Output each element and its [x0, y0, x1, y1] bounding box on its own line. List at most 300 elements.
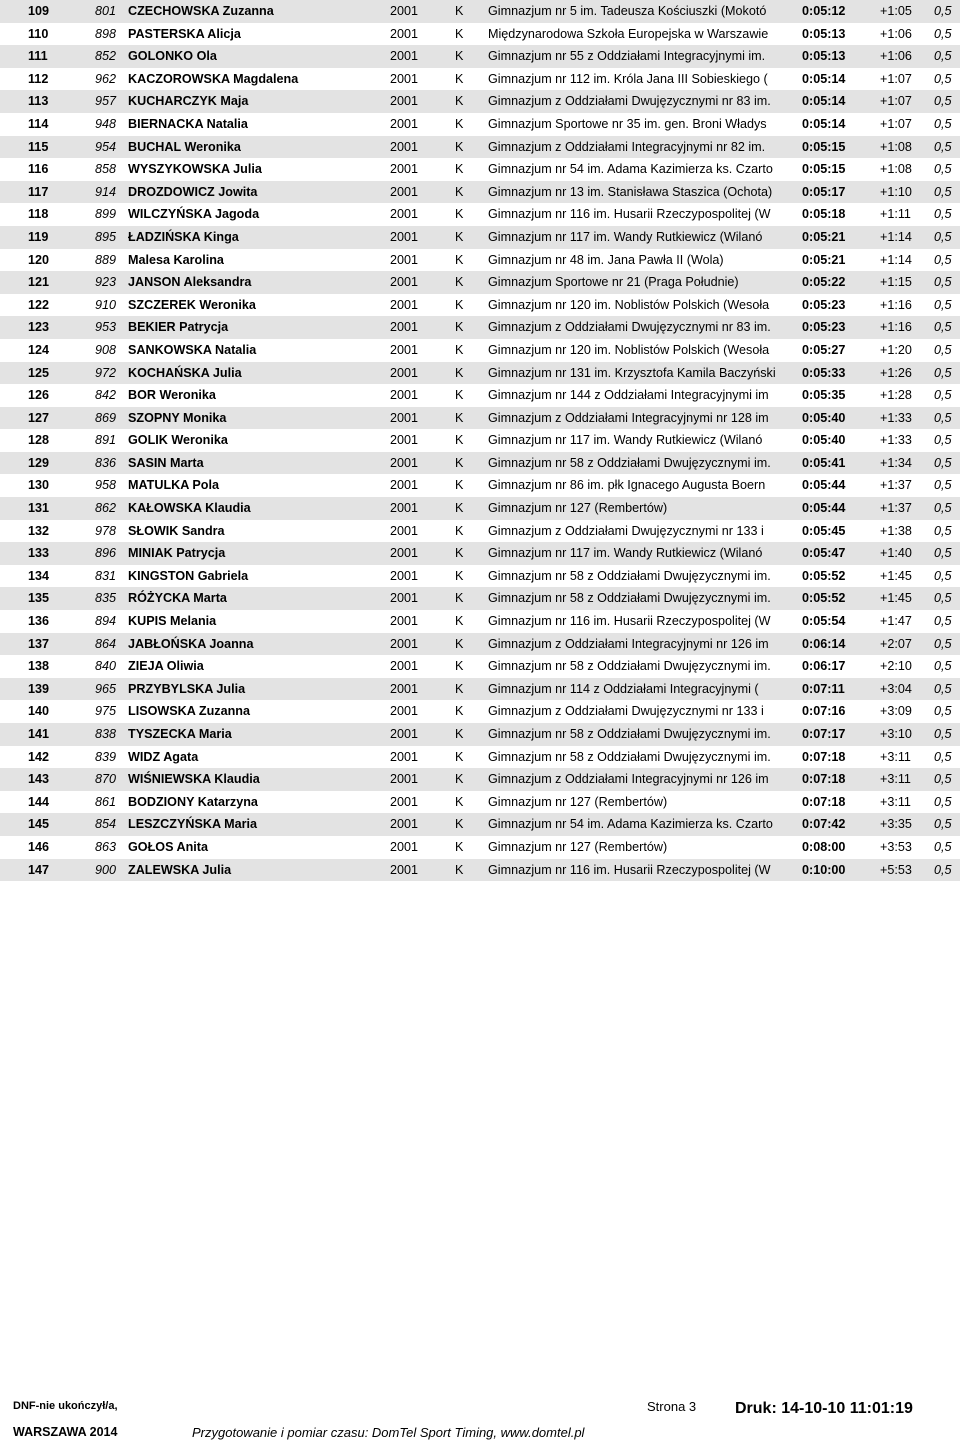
time-cell: 0:05:21	[802, 252, 846, 267]
name-cell: CZECHOWSKA Zuzanna	[128, 4, 274, 18]
points-cell: 0,5	[934, 252, 952, 267]
gap-cell: +2:10	[880, 659, 912, 674]
event-name: WARSZAWA 2014	[13, 1425, 118, 1439]
year-cell: 2001	[390, 184, 419, 199]
place-cell: 130	[28, 478, 50, 493]
place-cell: 124	[28, 342, 50, 357]
bib-cell: 975	[95, 704, 117, 719]
time-cell: 0:05:54	[802, 614, 846, 629]
school-cell: Gimnazjum nr 58 z Oddziałami Dwujęzycznymi im.	[488, 591, 771, 606]
bib-cell: 839	[95, 749, 117, 764]
time-cell: 0:05:13	[802, 26, 846, 41]
points-cell: 0,5	[934, 839, 952, 854]
sex-cell: K	[455, 49, 464, 64]
place-cell: 118	[28, 207, 49, 222]
school-cell: Gimnazjum nr 144 z Oddziałami Integracyjnymi im	[488, 388, 769, 403]
year-cell: 2001	[390, 749, 419, 764]
year-cell: 2001	[390, 636, 419, 651]
points-cell: 0,5	[934, 139, 952, 154]
sex-cell: K	[455, 116, 464, 131]
place-cell: 143	[28, 772, 50, 787]
school-cell: Gimnazjum nr 127 (Rembertów)	[488, 501, 668, 516]
bib-cell: 831	[95, 568, 117, 583]
time-cell: 0:05:22	[802, 275, 846, 290]
year-cell: 2001	[390, 49, 419, 64]
points-cell: 0,5	[934, 636, 952, 651]
table-row	[0, 90, 960, 113]
year-cell: 2001	[390, 704, 419, 719]
points-cell: 0,5	[934, 184, 952, 199]
gap-cell: +1:08	[880, 139, 912, 154]
footer-legend: DNF-nie ukończył/a,	[13, 1400, 118, 1412]
table-row	[0, 136, 960, 159]
points-cell: 0,5	[934, 275, 952, 290]
school-cell: Gimnazjum nr 116 im. Husarii Rzeczypospolitej (W	[488, 862, 771, 877]
table-row	[0, 68, 960, 91]
points-cell: 0,5	[934, 546, 952, 561]
gap-cell: +1:06	[880, 49, 912, 64]
bib-cell: 908	[95, 342, 117, 357]
sex-cell: K	[455, 546, 464, 561]
school-cell: Gimnazjum nr 117 im. Wandy Rutkiewicz (Wilanó	[488, 433, 763, 448]
time-cell: 0:05:14	[802, 94, 846, 109]
year-cell: 2001	[390, 523, 419, 538]
place-cell: 127	[28, 410, 50, 425]
school-cell: Gimnazjum nr 58 z Oddziałami Dwujęzycznymi im.	[488, 749, 771, 764]
sex-cell: K	[455, 275, 464, 290]
year-cell: 2001	[390, 139, 419, 154]
bib-cell: 972	[95, 365, 117, 380]
points-cell: 0,5	[934, 297, 952, 312]
sex-cell: K	[455, 252, 464, 267]
table-row	[0, 226, 960, 249]
name-cell: LISOWSKA Zuzanna	[128, 704, 250, 719]
sex-cell: K	[455, 749, 464, 764]
place-cell: 138	[28, 659, 50, 674]
place-cell: 129	[28, 455, 50, 470]
place-cell: 141	[28, 727, 50, 741]
name-cell: ZIEJA Oliwia	[128, 659, 204, 674]
year-cell: 2001	[390, 568, 419, 583]
place-cell: 120	[28, 252, 50, 267]
points-cell: 0,5	[934, 614, 952, 629]
points-cell: 0,5	[934, 862, 952, 877]
table-row	[0, 316, 960, 339]
table-row	[0, 587, 960, 610]
time-cell: 0:05:45	[802, 523, 846, 538]
school-cell: Gimnazjum z Oddziałami Integracyjnymi nr 126 im	[488, 636, 769, 651]
sex-cell: K	[455, 207, 464, 222]
school-cell: Gimnazjum nr 55 z Oddziałami Integracyjnymi im.	[488, 49, 766, 64]
year-cell: 2001	[390, 116, 419, 131]
place-cell: 131	[28, 501, 50, 516]
school-cell: Gimnazjum nr 48 im. Jana Pawła II (Wola)	[488, 252, 724, 267]
school-cell: Gimnazjum nr 13 im. Stanisława Staszica (Ochota)	[488, 184, 773, 199]
time-cell: 0:07:18	[802, 749, 846, 764]
sex-cell: K	[455, 772, 464, 787]
bib-cell: 801	[95, 4, 117, 18]
year-cell: 2001	[390, 229, 419, 244]
table-row	[0, 294, 960, 317]
points-cell: 0,5	[934, 207, 952, 222]
bib-cell: 863	[95, 839, 117, 854]
sex-cell: K	[455, 4, 464, 18]
year-cell: 2001	[390, 320, 419, 335]
place-cell: 128	[28, 433, 50, 448]
year-cell: 2001	[390, 94, 419, 109]
place-cell: 111	[28, 49, 48, 64]
points-cell: 0,5	[934, 94, 952, 109]
table-row	[0, 0, 960, 23]
name-cell: GOLONKO Ola	[128, 49, 217, 64]
points-cell: 0,5	[934, 116, 952, 131]
gap-cell: +3:11	[880, 794, 911, 809]
points-cell: 0,5	[934, 455, 952, 470]
sex-cell: K	[455, 139, 464, 154]
points-cell: 0,5	[934, 320, 952, 335]
time-cell: 0:07:18	[802, 772, 846, 787]
gap-cell: +1:26	[880, 365, 912, 380]
gap-cell: +1:45	[880, 591, 912, 606]
year-cell: 2001	[390, 839, 419, 854]
bib-cell: 852	[95, 49, 117, 64]
bib-cell: 889	[95, 252, 117, 267]
table-row	[0, 474, 960, 497]
year-cell: 2001	[390, 71, 419, 86]
year-cell: 2001	[390, 659, 419, 674]
sex-cell: K	[455, 433, 464, 448]
table-row	[0, 859, 960, 882]
bib-cell: 900	[95, 862, 117, 877]
table-row	[0, 836, 960, 859]
year-cell: 2001	[390, 26, 419, 41]
place-cell: 126	[28, 388, 50, 403]
time-cell: 0:05:23	[802, 320, 846, 335]
gap-cell: +3:11	[880, 772, 911, 787]
year-cell: 2001	[390, 162, 419, 177]
year-cell: 2001	[390, 681, 419, 696]
school-cell: Gimnazjum Sportowe nr 35 im. gen. Broni Władys	[488, 116, 767, 131]
time-cell: 0:05:27	[802, 342, 846, 357]
time-cell: 0:07:11	[802, 681, 845, 696]
gap-cell: +3:09	[880, 704, 912, 719]
table-row	[0, 520, 960, 543]
points-cell: 0,5	[934, 49, 952, 64]
sex-cell: K	[455, 71, 464, 86]
sex-cell: K	[455, 681, 464, 696]
name-cell: KINGSTON Gabriela	[128, 568, 249, 583]
points-cell: 0,5	[934, 772, 952, 787]
school-cell: Gimnazjum nr 86 im. płk Ignacego Augusta Boern	[488, 478, 766, 493]
sex-cell: K	[455, 94, 464, 109]
time-cell: 0:05:18	[802, 207, 846, 222]
sex-cell: K	[455, 727, 464, 741]
name-cell: BODZIONY Katarzyna	[128, 794, 258, 809]
name-cell: SŁOWIK Sandra	[128, 523, 225, 538]
sex-cell: K	[455, 365, 464, 380]
name-cell: DROZDOWICZ Jowita	[128, 184, 258, 199]
table-row	[0, 384, 960, 407]
gap-cell: +1:10	[880, 184, 912, 199]
year-cell: 2001	[390, 388, 419, 403]
table-row	[0, 407, 960, 430]
name-cell: JABŁOŃSKA Joanna	[128, 636, 254, 651]
name-cell: ŁADZIŃSKA Kinga	[128, 229, 239, 244]
table-row	[0, 678, 960, 701]
gap-cell: +1:16	[880, 297, 912, 312]
name-cell: BIERNACKA Natalia	[128, 116, 248, 131]
table-row	[0, 203, 960, 226]
gap-cell: +1:28	[880, 388, 912, 403]
time-cell: 0:05:23	[802, 297, 846, 312]
sex-cell: K	[455, 342, 464, 357]
bib-cell: 910	[95, 297, 117, 312]
school-cell: Gimnazjum Sportowe nr 21 (Praga Południe)	[488, 275, 739, 290]
year-cell: 2001	[390, 410, 419, 425]
place-cell: 116	[28, 162, 49, 177]
name-cell: GOLIK Weronika	[128, 433, 228, 448]
name-cell: Malesa Karolina	[128, 252, 224, 267]
place-cell: 121	[28, 275, 50, 290]
name-cell: KUPIS Melania	[128, 614, 217, 629]
bib-cell: 854	[95, 817, 117, 832]
year-cell: 2001	[390, 365, 419, 380]
gap-cell: +1:14	[880, 252, 912, 267]
bib-cell: 958	[95, 478, 117, 493]
time-cell: 0:05:44	[802, 478, 846, 493]
name-cell: WIŚNIEWSKA Klaudia	[128, 772, 260, 787]
points-cell: 0,5	[934, 342, 952, 357]
time-cell: 0:05:15	[802, 139, 846, 154]
time-cell: 0:08:00	[802, 839, 846, 854]
table-row	[0, 158, 960, 181]
table-row	[0, 813, 960, 836]
year-cell: 2001	[390, 817, 419, 832]
gap-cell: +1:45	[880, 568, 912, 583]
gap-cell: +1:37	[880, 501, 912, 516]
sex-cell: K	[455, 501, 464, 516]
table-row	[0, 429, 960, 452]
gap-cell: +2:07	[880, 636, 912, 651]
year-cell: 2001	[390, 772, 419, 787]
place-cell: 132	[28, 523, 50, 538]
points-cell: 0,5	[934, 433, 952, 448]
place-cell: 142	[28, 749, 50, 764]
table-row	[0, 113, 960, 136]
school-cell: Gimnazjum z Oddziałami Dwujęzycznymi nr 133 i	[488, 523, 764, 538]
school-cell: Gimnazjum nr 120 im. Noblistów Polskich (Wesoła	[488, 342, 770, 357]
time-cell: 0:07:17	[802, 727, 846, 741]
points-cell: 0,5	[934, 162, 952, 177]
bib-cell: 899	[95, 207, 117, 222]
school-cell: Gimnazjum nr 117 im. Wandy Rutkiewicz (Wilanó	[488, 546, 763, 561]
name-cell: WYSZYKOWSKA Julia	[128, 162, 262, 177]
table-row	[0, 497, 960, 520]
place-cell: 112	[28, 71, 49, 86]
school-cell: Gimnazjum nr 112 im. Króla Jana III Sobieskiego (	[488, 71, 768, 86]
bib-cell: 962	[95, 71, 117, 86]
gap-cell: +1:16	[880, 320, 912, 335]
bib-cell: 953	[95, 320, 117, 335]
time-cell: 0:05:14	[802, 116, 846, 131]
school-cell: Gimnazjum nr 127 (Rembertów)	[488, 839, 668, 854]
school-cell: Gimnazjum nr 114 z Oddziałami Integracyjnymi (	[488, 681, 759, 696]
time-cell: 0:05:33	[802, 365, 846, 380]
place-cell: 136	[28, 614, 50, 629]
time-cell: 0:05:52	[802, 568, 846, 583]
points-cell: 0,5	[934, 704, 952, 719]
year-cell: 2001	[390, 794, 419, 809]
bib-cell: 840	[95, 659, 117, 674]
sex-cell: K	[455, 636, 464, 651]
place-cell: 139	[28, 681, 50, 696]
name-cell: MATULKA Pola	[128, 478, 219, 493]
place-cell: 115	[28, 139, 49, 154]
gap-cell: +1:05	[880, 4, 912, 18]
points-cell: 0,5	[934, 523, 952, 538]
points-cell: 0,5	[934, 659, 952, 674]
gap-cell: +3:10	[880, 727, 912, 741]
place-cell: 147	[28, 862, 50, 877]
school-cell: Gimnazjum z Oddziałami Dwujęzycznymi nr 83 im.	[488, 320, 771, 335]
table-row	[0, 746, 960, 769]
school-cell: Gimnazjum nr 127 (Rembertów)	[488, 794, 668, 809]
points-cell: 0,5	[934, 478, 952, 493]
sex-cell: K	[455, 523, 464, 538]
place-cell: 117	[28, 184, 49, 199]
sex-cell: K	[455, 591, 464, 606]
time-cell: 0:07:18	[802, 794, 846, 809]
gap-cell: +5:53	[880, 862, 912, 877]
bib-cell: 864	[95, 636, 117, 651]
time-cell: 0:07:42	[802, 817, 846, 832]
bib-cell: 923	[95, 275, 117, 290]
place-cell: 145	[28, 817, 50, 832]
points-cell: 0,5	[934, 365, 952, 380]
place-cell: 135	[28, 591, 50, 606]
table-row	[0, 23, 960, 46]
points-cell: 0,5	[934, 26, 952, 41]
gap-cell: +1:37	[880, 478, 912, 493]
sex-cell: K	[455, 410, 464, 425]
sex-cell: K	[455, 568, 464, 583]
time-cell: 0:05:14	[802, 71, 846, 86]
gap-cell: +1:08	[880, 162, 912, 177]
school-cell: Gimnazjum nr 54 im. Adama Kazimierza ks. Czarto	[488, 817, 773, 832]
points-cell: 0,5	[934, 71, 952, 86]
bib-cell: 894	[95, 614, 117, 629]
school-cell: Gimnazjum z Oddziałami Dwujęzycznymi nr 133 i	[488, 704, 764, 719]
points-cell: 0,5	[934, 568, 952, 583]
sex-cell: K	[455, 862, 464, 877]
bib-cell: 838	[95, 727, 117, 741]
time-cell: 0:05:40	[802, 433, 846, 448]
school-cell: Gimnazjum nr 120 im. Noblistów Polskich (Wesoła	[488, 297, 770, 312]
table-row	[0, 181, 960, 204]
points-cell: 0,5	[934, 727, 952, 741]
gap-cell: +1:07	[880, 94, 912, 109]
table-row	[0, 452, 960, 475]
gap-cell: +1:11	[880, 207, 911, 222]
place-cell: 137	[28, 636, 50, 651]
time-cell: 0:06:17	[802, 659, 846, 674]
bib-cell: 898	[95, 26, 117, 41]
name-cell: SANKOWSKA Natalia	[128, 342, 257, 357]
points-cell: 0,5	[934, 817, 952, 832]
points-cell: 0,5	[934, 591, 952, 606]
name-cell: SZCZEREK Weronika	[128, 297, 256, 312]
time-cell: 0:05:52	[802, 591, 846, 606]
sex-cell: K	[455, 704, 464, 719]
sex-cell: K	[455, 388, 464, 403]
timing-credit: Przygotowanie i pomiar czasu: DomTel Sport Timing, www.domtel.pl	[192, 1425, 585, 1440]
school-cell: Gimnazjum nr 58 z Oddziałami Dwujęzycznymi im.	[488, 659, 771, 674]
year-cell: 2001	[390, 546, 419, 561]
gap-cell: +3:04	[880, 681, 912, 696]
place-cell: 122	[28, 297, 50, 312]
points-cell: 0,5	[934, 388, 952, 403]
points-cell: 0,5	[934, 229, 952, 244]
sex-cell: K	[455, 320, 464, 335]
points-cell: 0,5	[934, 794, 952, 809]
bib-cell: 858	[95, 162, 117, 177]
gap-cell: +1:20	[880, 342, 912, 357]
time-cell: 0:05:12	[802, 4, 846, 18]
bib-cell: 842	[95, 388, 117, 403]
time-cell: 0:05:35	[802, 388, 846, 403]
gap-cell: +1:33	[880, 410, 912, 425]
school-cell: Gimnazjum nr 117 im. Wandy Rutkiewicz (Wilanó	[488, 229, 763, 244]
school-cell: Międzynarodowa Szkoła Europejska w Warszawie	[488, 26, 769, 41]
table-row	[0, 791, 960, 814]
year-cell: 2001	[390, 433, 419, 448]
gap-cell: +1:07	[880, 71, 912, 86]
sex-cell: K	[455, 455, 464, 470]
place-cell: 119	[28, 229, 49, 244]
place-cell: 146	[28, 839, 50, 854]
school-cell: Gimnazjum nr 58 z Oddziałami Dwujęzycznymi im.	[488, 455, 771, 470]
school-cell: Gimnazjum z Oddziałami Integracyjnymi nr 128 im	[488, 410, 769, 425]
name-cell: KUCHARCZYK Maja	[128, 94, 249, 109]
table-row	[0, 565, 960, 588]
time-cell: 0:05:21	[802, 229, 846, 244]
gap-cell: +1:47	[880, 614, 912, 629]
school-cell: Gimnazjum z Oddziałami Dwujęzycznymi nr 83 im.	[488, 94, 771, 109]
page-number: Strona 3	[647, 1399, 697, 1414]
bib-cell: 957	[95, 94, 117, 109]
year-cell: 2001	[390, 862, 419, 877]
place-cell: 123	[28, 320, 50, 335]
bib-cell: 836	[95, 455, 117, 470]
table-row	[0, 633, 960, 656]
gap-cell: +1:40	[880, 546, 912, 561]
points-cell: 0,5	[934, 749, 952, 764]
name-cell: WIDZ Agata	[128, 749, 199, 764]
year-cell: 2001	[390, 275, 419, 290]
sex-cell: K	[455, 817, 464, 832]
time-cell: 0:07:16	[802, 704, 846, 719]
place-cell: 113	[28, 94, 49, 109]
school-cell: Gimnazjum nr 116 im. Husarii Rzeczypospolitej (W	[488, 207, 771, 222]
bib-cell: 954	[95, 139, 117, 154]
school-cell: Gimnazjum nr 116 im. Husarii Rzeczypospolitej (W	[488, 614, 771, 629]
bib-cell: 978	[95, 523, 117, 538]
time-cell: 0:05:47	[802, 546, 846, 561]
gap-cell: +1:38	[880, 523, 912, 538]
name-cell: KACZOROWSKA Magdalena	[128, 71, 299, 86]
sex-cell: K	[455, 794, 464, 809]
gap-cell: +1:15	[880, 275, 912, 290]
